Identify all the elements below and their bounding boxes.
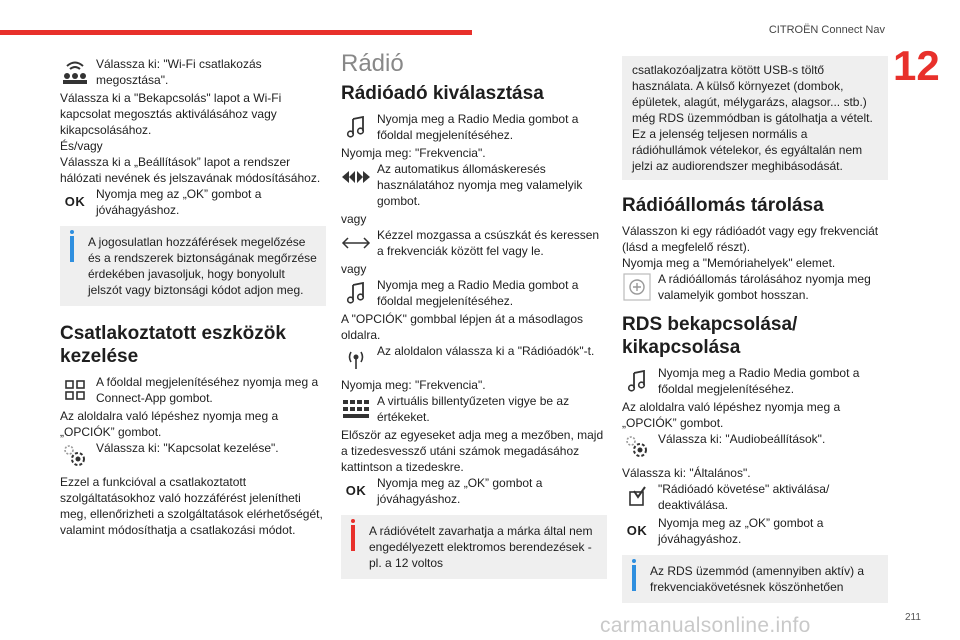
warning-box — [341, 515, 607, 579]
step-keyboard — [341, 393, 607, 425]
step-text: Az automatikus állomáskeresés használatához nyomja meg valamelyik gombot. — [377, 162, 583, 208]
gear-settings-icon — [60, 442, 90, 470]
warning-icon — [351, 525, 355, 551]
music-note-icon — [341, 113, 371, 141]
step-text: A virtuális billentyűzeten vigye be az értékeket. — [377, 394, 570, 424]
chapter-heading: Rádió — [341, 50, 404, 77]
step-text: Nyomja meg az „OK” gombot a jóváhagyáshoz. — [658, 516, 824, 546]
step-store — [622, 271, 888, 303]
seek-arrows-icon — [341, 163, 371, 191]
paragraph: A "OPCIÓK" gombbal lépjen át a másodlagos oldalra. — [341, 312, 583, 342]
gear-settings-icon — [622, 433, 652, 461]
step-text: Válassza ki: "Audiobeállítások". — [658, 432, 826, 446]
header-title: CITROËN Connect Nav — [768, 24, 885, 36]
section-heading: Csatlakoztatott eszközök kezelése — [60, 323, 286, 367]
ok-button-icon: OK — [64, 194, 86, 209]
chapter-number: 12 — [893, 42, 940, 89]
section-heading: RDS bekapcsolása/ kikapcsolása — [622, 314, 798, 358]
music-note-icon — [622, 367, 652, 395]
ok-button-icon: OK — [626, 523, 648, 538]
wifi-share-icon — [60, 58, 90, 86]
step-radio-media — [341, 111, 607, 143]
checkbox-icon — [622, 483, 652, 511]
continued-warning-box — [622, 56, 888, 180]
step-ok — [341, 475, 607, 507]
page-number: 211 — [905, 612, 921, 623]
info-icon — [70, 236, 74, 262]
watermark: carmanualsonline.info — [600, 614, 811, 637]
add-preset-icon — [622, 273, 652, 301]
paragraph: Először az egyeseket adja meg a mezőben, majd a tizedesvessző utáni számok megadásához kattintson a tizedeskre. — [341, 428, 604, 474]
paragraph: És/vagy — [60, 139, 103, 153]
paragraph: Az aloldalra való lépéshez nyomja meg a „OPCIÓK” gombot. — [60, 409, 279, 439]
paragraph: Nyomja meg: "Frekvencia". — [341, 378, 486, 392]
step-connect-app — [60, 374, 326, 406]
info-box — [60, 226, 326, 306]
step-text: Nyomja meg a Radio Media gombot a főoldal megjelenítéséhez. — [658, 366, 860, 396]
slider-arrows-icon — [341, 229, 371, 257]
paragraph: Nyomja meg: "Frekvencia". — [341, 146, 486, 160]
paragraph: Válasszon ki egy rádióadót vagy egy frekvenciát (lásd a megfelelő részt). — [622, 224, 879, 254]
step-text: Nyomja meg a Radio Media gombot a főoldal megjelenítéséhez. — [377, 112, 579, 142]
step-wifi-share — [60, 56, 326, 88]
paragraph: Válassza ki a „Beállítások” lapot a rendszer hálózati nevének és jelszavának módosításához. — [60, 155, 321, 185]
step-station-follow — [622, 481, 888, 513]
step-text: "Rádióadó követése" aktiválása/ deaktiválása. — [658, 482, 830, 512]
paragraph: vagy — [341, 212, 367, 226]
keyboard-icon — [341, 395, 371, 423]
step-radio-media-2 — [341, 277, 607, 309]
ok-button-icon: OK — [345, 483, 367, 498]
section-heading: Rádióállomás tárolása — [622, 195, 824, 216]
step-stations — [341, 343, 607, 375]
step-ok — [622, 515, 888, 547]
column-2 — [341, 50, 607, 587]
step-radio-media — [622, 365, 888, 397]
step-audio-settings — [622, 431, 888, 463]
paragraph: Válassza ki: "Általános". — [622, 466, 751, 480]
radio-antenna-icon — [341, 345, 371, 373]
info-text: Az RDS üzemmód (amennyiben aktív) a frekvenciakövetésnek köszönhetően — [650, 564, 865, 594]
step-manual-slider — [341, 227, 607, 259]
step-text: Válassza ki: "Wi-Fi csatlakozás megosztása". — [96, 57, 262, 87]
step-connection-manage — [60, 440, 326, 472]
top-accent-bar — [0, 30, 472, 35]
step-text: Az aloldalon válassza ki a "Rádióadók"-t. — [377, 344, 595, 358]
warning-text: csatlakozóaljzatra kötött USB-s töltő használata. A külső környezet (dombok, épületek, alagút, mélygarázs, alagsor... stb.) még RDS üzemmódban is gátolhatja a vételt. Ez a jelenség teljesen normális a rádióhullámok vételekor, és egyáltalán nem jelzi az audiorendszer meghibásodását. — [632, 63, 873, 173]
apps-grid-icon — [60, 376, 90, 404]
paragraph: Válassza ki a "Bekapcsolás" lapot a Wi-Fi kapcsolat megosztás aktiválásához vagy kikapcsolásához. — [60, 91, 282, 137]
paragraph: vagy — [341, 262, 367, 276]
column-3 — [622, 56, 888, 611]
info-box — [622, 555, 888, 603]
step-text: Válassza ki: "Kapcsolat kezelése". — [96, 441, 279, 455]
paragraph: Az aloldalra való lépéshez nyomja meg a „OPCIÓK” gombot. — [622, 400, 841, 430]
step-text: A főoldal megjelenítéséhez nyomja meg a Connect-App gombot. — [96, 375, 319, 405]
paragraph: Nyomja meg a "Memóriahelyek" elemet. — [622, 256, 836, 270]
step-text: Kézzel mozgassa a csúszkát és keressen a frekvenciák között fel vagy le. — [377, 228, 600, 258]
info-icon — [632, 565, 636, 591]
step-auto-search — [341, 161, 607, 209]
paragraph: Ezzel a funkcióval a csatlakoztatott szolgáltatásokhoz való hozzáférést jelenítheti meg, ellenőrizheti a szolgáltatások elérhetőségét, valamint módosíthatja a csatlakozási módot. — [60, 475, 323, 537]
column-1 — [60, 56, 326, 538]
step-text: Nyomja meg az „OK” gombot a jóváhagyáshoz. — [96, 187, 262, 217]
section-heading: Rádióadó kiválasztása — [341, 83, 544, 104]
step-text: Nyomja meg a Radio Media gombot a főoldal megjelenítéséhez. — [377, 278, 579, 308]
music-note-icon — [341, 279, 371, 307]
step-ok — [60, 186, 326, 218]
step-text: Nyomja meg az „OK” gombot a jóváhagyáshoz. — [377, 476, 543, 506]
info-text: A jogosulatlan hozzáférések megelőzése és a rendszerek biztonságának megőrzése érdekében javasoljuk, hogy bonyolult jelszót vagy biztonsági kódot adjon meg. — [88, 235, 317, 297]
warning-text: A rádióvételt zavarhatja a márka által nem engedélyezett elektromos berendezések - pl. a 12 voltos — [369, 524, 593, 570]
step-text: A rádióállomás tárolásához nyomja meg valamelyik gombot hosszan. — [658, 272, 871, 302]
